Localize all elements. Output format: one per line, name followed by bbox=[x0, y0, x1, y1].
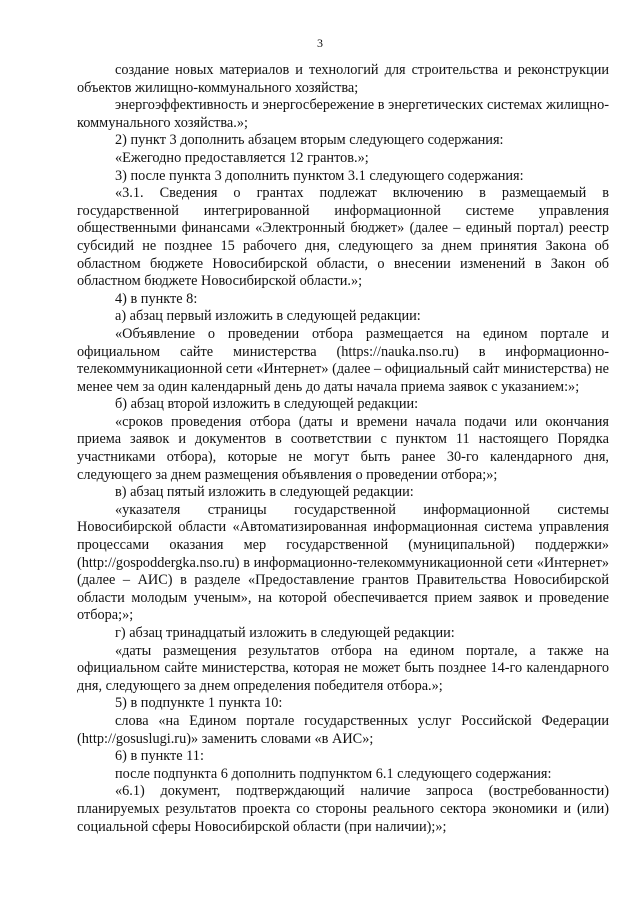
paragraph: «3.1. Сведения о грантах подлежат включению в размещаемый в государственной интегрированной информационной системе управления общественными финансами «Электронный бюджет» (далее – единый портал) реестр субсидий не позднее 15 рабочего дня, следующего за днем принятия Закона об областном бюджете Новосибирской области, о внесении изменений в Закон об областном бюджете Новосибирской области.»; bbox=[77, 185, 609, 290]
paragraph: в) абзац пятый изложить в следующей редакции: bbox=[115, 484, 414, 501]
paragraph: «сроков проведения отбора (даты и времени начала подачи или окончания приема заявок и документов в соответствии с пунктом 11 настоящего Порядка участниками отбора), которые не могут быть ранее 30-го календарного дня, следующего за днем размещения объявления о проведении отбора;»; bbox=[77, 413, 609, 483]
paragraph: 3) после пункта 3 дополнить пунктом 3.1 следующего содержания: bbox=[115, 167, 524, 184]
paragraph: создание новых материалов и технологий для строительства и реконструкции объектов жилищно-коммунального хозяйства; bbox=[77, 62, 609, 96]
paragraph: 5) в подпункте 1 пункта 10: bbox=[115, 695, 283, 712]
paragraph: после подпункта 6 дополнить подпунктом 6.1 следующего содержания: bbox=[115, 765, 552, 782]
paragraph: «Ежегодно предоставляется 12 грантов.»; bbox=[115, 149, 369, 166]
paragraph: энергоэффективность и энергосбережение в энергетических системах жилищно-коммунального хозяйства.»; bbox=[77, 97, 609, 131]
paragraph: 2) пункт 3 дополнить абзацем вторым следующего содержания: bbox=[115, 132, 504, 149]
page-number: 3 bbox=[317, 36, 323, 50]
paragraph: слова «на Едином портале государственных услуг Российской Федерации (http://gosuslugi.ru)» заменить словами «в АИС»; bbox=[77, 712, 609, 747]
paragraph: а) абзац первый изложить в следующей редакции: bbox=[115, 308, 421, 325]
paragraph: 6) в пункте 11: bbox=[115, 748, 204, 765]
paragraph: «6.1) документ, подтверждающий наличие запроса (востребованности) планируемых результатов проекта со стороны реального сектора экономики и (или) социальной сферы Новосибирской области (при наличии);»; bbox=[77, 783, 609, 835]
paragraph: «даты размещения результатов отбора на едином портале, а также на официальном сайте министерства, которая не может быть позднее 14-го календарного дня, следующего за днем определения победителя отбора.»; bbox=[77, 642, 609, 694]
paragraph: г) абзац тринадцатый изложить в следующей редакции: bbox=[115, 625, 455, 641]
paragraph: б) абзац второй изложить в следующей редакции: bbox=[115, 396, 419, 413]
paragraph: 4) в пункте 8: bbox=[115, 290, 198, 307]
document-body bbox=[77, 62, 609, 836]
paragraph: «указателя страницы государственной информационной системы Новосибирской области «Автоматизированная информационная система управления процессами оказания мер государственной (муниципальной) поддержки» (http://gospoddergka.nso.ru) в информационно-телекоммуникационной сети «Интернет» (далее – АИС) в разделе «Предоставление грантов Правительства Новосибирской области молодым ученым», на которой обеспечивается прием заявок и проведение отбора;»; bbox=[77, 501, 609, 624]
paragraph: «Объявление о проведении отбора размещается на едином портале и официальном сайте министерства (https://nauka.nso.ru) в информационно-телекоммуникационной сети «Интернет» (далее – официальный сайт министерства) не менее чем за один календарный день до даты начала приема заявок с указанием:»; bbox=[77, 325, 609, 395]
